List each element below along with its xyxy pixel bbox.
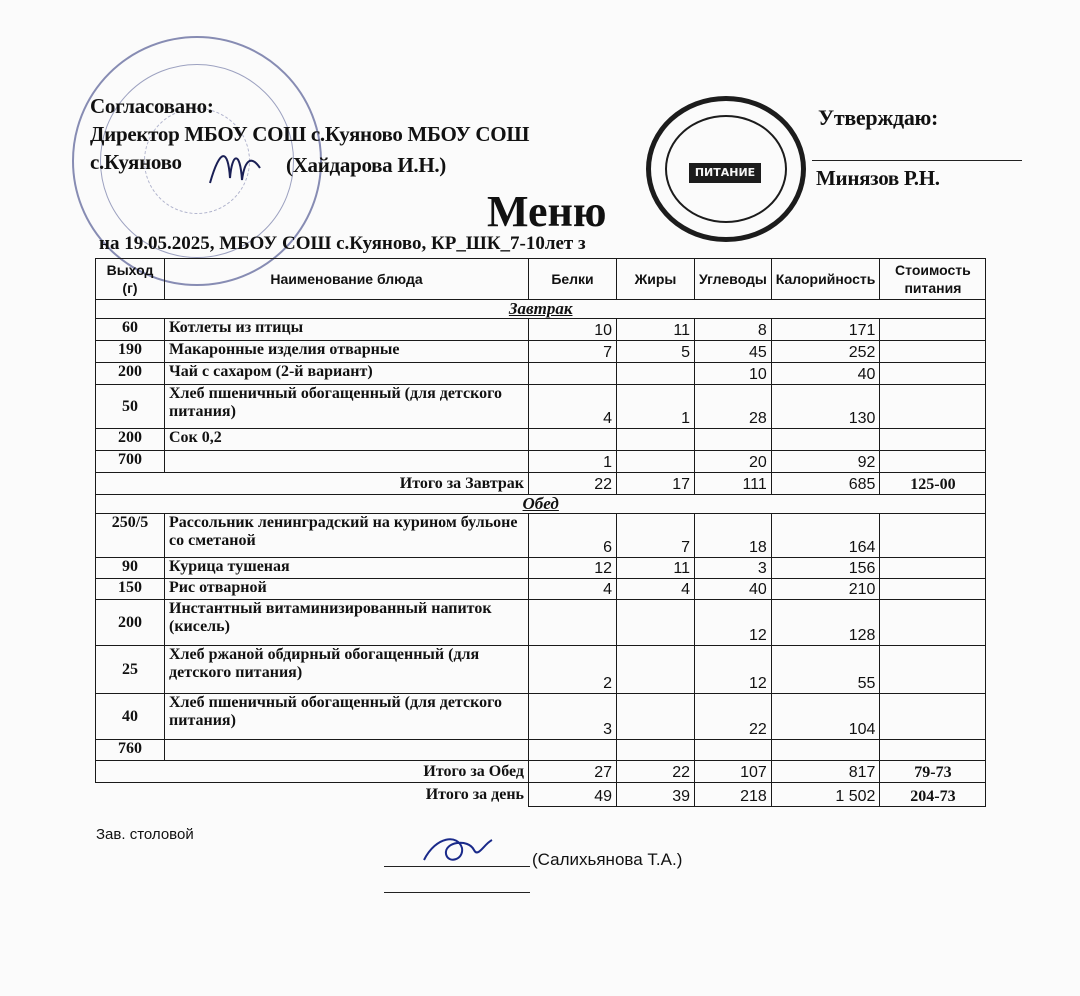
breakfast-cost: 125-00 xyxy=(880,473,986,495)
director-name: (Хайдарова И.Н.) xyxy=(286,153,446,177)
table-row: 60 Котлеты из птицы 10 11 8 171 xyxy=(96,319,986,341)
day-cost: 204-73 xyxy=(880,783,986,807)
section-lunch: Обед xyxy=(96,495,986,514)
lunch-cost: 79-73 xyxy=(880,761,986,783)
director-village: с.Куяново xyxy=(90,150,182,174)
section-breakfast: Завтрак xyxy=(96,300,986,319)
menu-table xyxy=(95,258,986,807)
director-line: Директор МБОУ СОШ с.Куяново МБОУ СОШ xyxy=(90,122,530,146)
col-header-carbs: Углеводы xyxy=(695,259,772,300)
col-header-kcal: Калорийность xyxy=(771,259,880,300)
table-header-row xyxy=(96,259,986,300)
canteen-head-signature xyxy=(418,830,498,870)
round-seal-stamp-right xyxy=(646,96,806,242)
table-row: 200 Сок 0,2 xyxy=(96,429,986,451)
approval-label: Согласовано: xyxy=(90,94,214,118)
table-row: 190 Макаронные изделия отварные 7 5 45 252 xyxy=(96,341,986,363)
lunch-total-label: Итого за Обед xyxy=(96,761,529,783)
canteen-head-label: Зав. столовой xyxy=(96,826,194,843)
page-title: Меню xyxy=(487,187,607,236)
table-row: 50 Хлеб пшеничный обогащенный (для детского питания) 4 1 28 130 xyxy=(96,385,986,429)
table-row: 200 Чай с сахаром (2-й вариант) 10 40 xyxy=(96,363,986,385)
approver-name: Минязов Р.Н. xyxy=(816,166,940,190)
table-row: 250/5 Рассольник ленинградский на курином бульоне со сметаной 6 7 18 164 xyxy=(96,514,986,558)
col-header-yield: Выход (г) xyxy=(96,259,165,300)
director-signature xyxy=(200,138,270,198)
stamp-word: ПИТАНИЕ xyxy=(689,163,761,183)
breakfast-total-label: Итого за Завтрак xyxy=(96,473,529,495)
table-row: 150 Рис отварной 4 4 40 210 xyxy=(96,579,986,600)
signature-line-2 xyxy=(384,892,530,893)
table-row: 760 xyxy=(96,740,986,761)
table-row: 40 Хлеб пшеничный обогащенный (для детского питания) 3 22 104 xyxy=(96,694,986,740)
day-total-row: Итого за день 49 39 218 1 502 204-73 xyxy=(96,783,986,807)
signature-line-1 xyxy=(384,866,530,867)
col-header-name: Наименование блюда xyxy=(165,259,529,300)
col-header-fat: Жиры xyxy=(617,259,695,300)
canteen-head-name: (Салихьянова Т.А.) xyxy=(532,850,683,869)
approve-label: Утверждаю: xyxy=(818,105,939,130)
page-subtitle: на 19.05.2025, МБОУ СОШ с.Куяново, КР_ШК_7-10лет з xyxy=(99,233,586,254)
table-row: 90 Курица тушеная 12 11 3 156 xyxy=(96,558,986,579)
day-total-label: Итого за день xyxy=(96,783,529,807)
lunch-total-row: Итого за Обед 27 22 107 817 79-73 xyxy=(96,761,986,783)
breakfast-total-row: Итого за Завтрак 22 17 111 685 125-00 xyxy=(96,473,986,495)
table-row: 700 1 20 92 xyxy=(96,451,986,473)
table-row: 25 Хлеб ржаной обдирный обогащенный (для детского питания) 2 12 55 xyxy=(96,646,986,694)
table-row: 200 Инстантный витаминизированный напиток (кисель) 12 128 xyxy=(96,600,986,646)
approve-signature-line xyxy=(812,160,1022,161)
col-header-protein: Белки xyxy=(529,259,617,300)
col-header-cost: Стоимость питания xyxy=(880,259,986,300)
